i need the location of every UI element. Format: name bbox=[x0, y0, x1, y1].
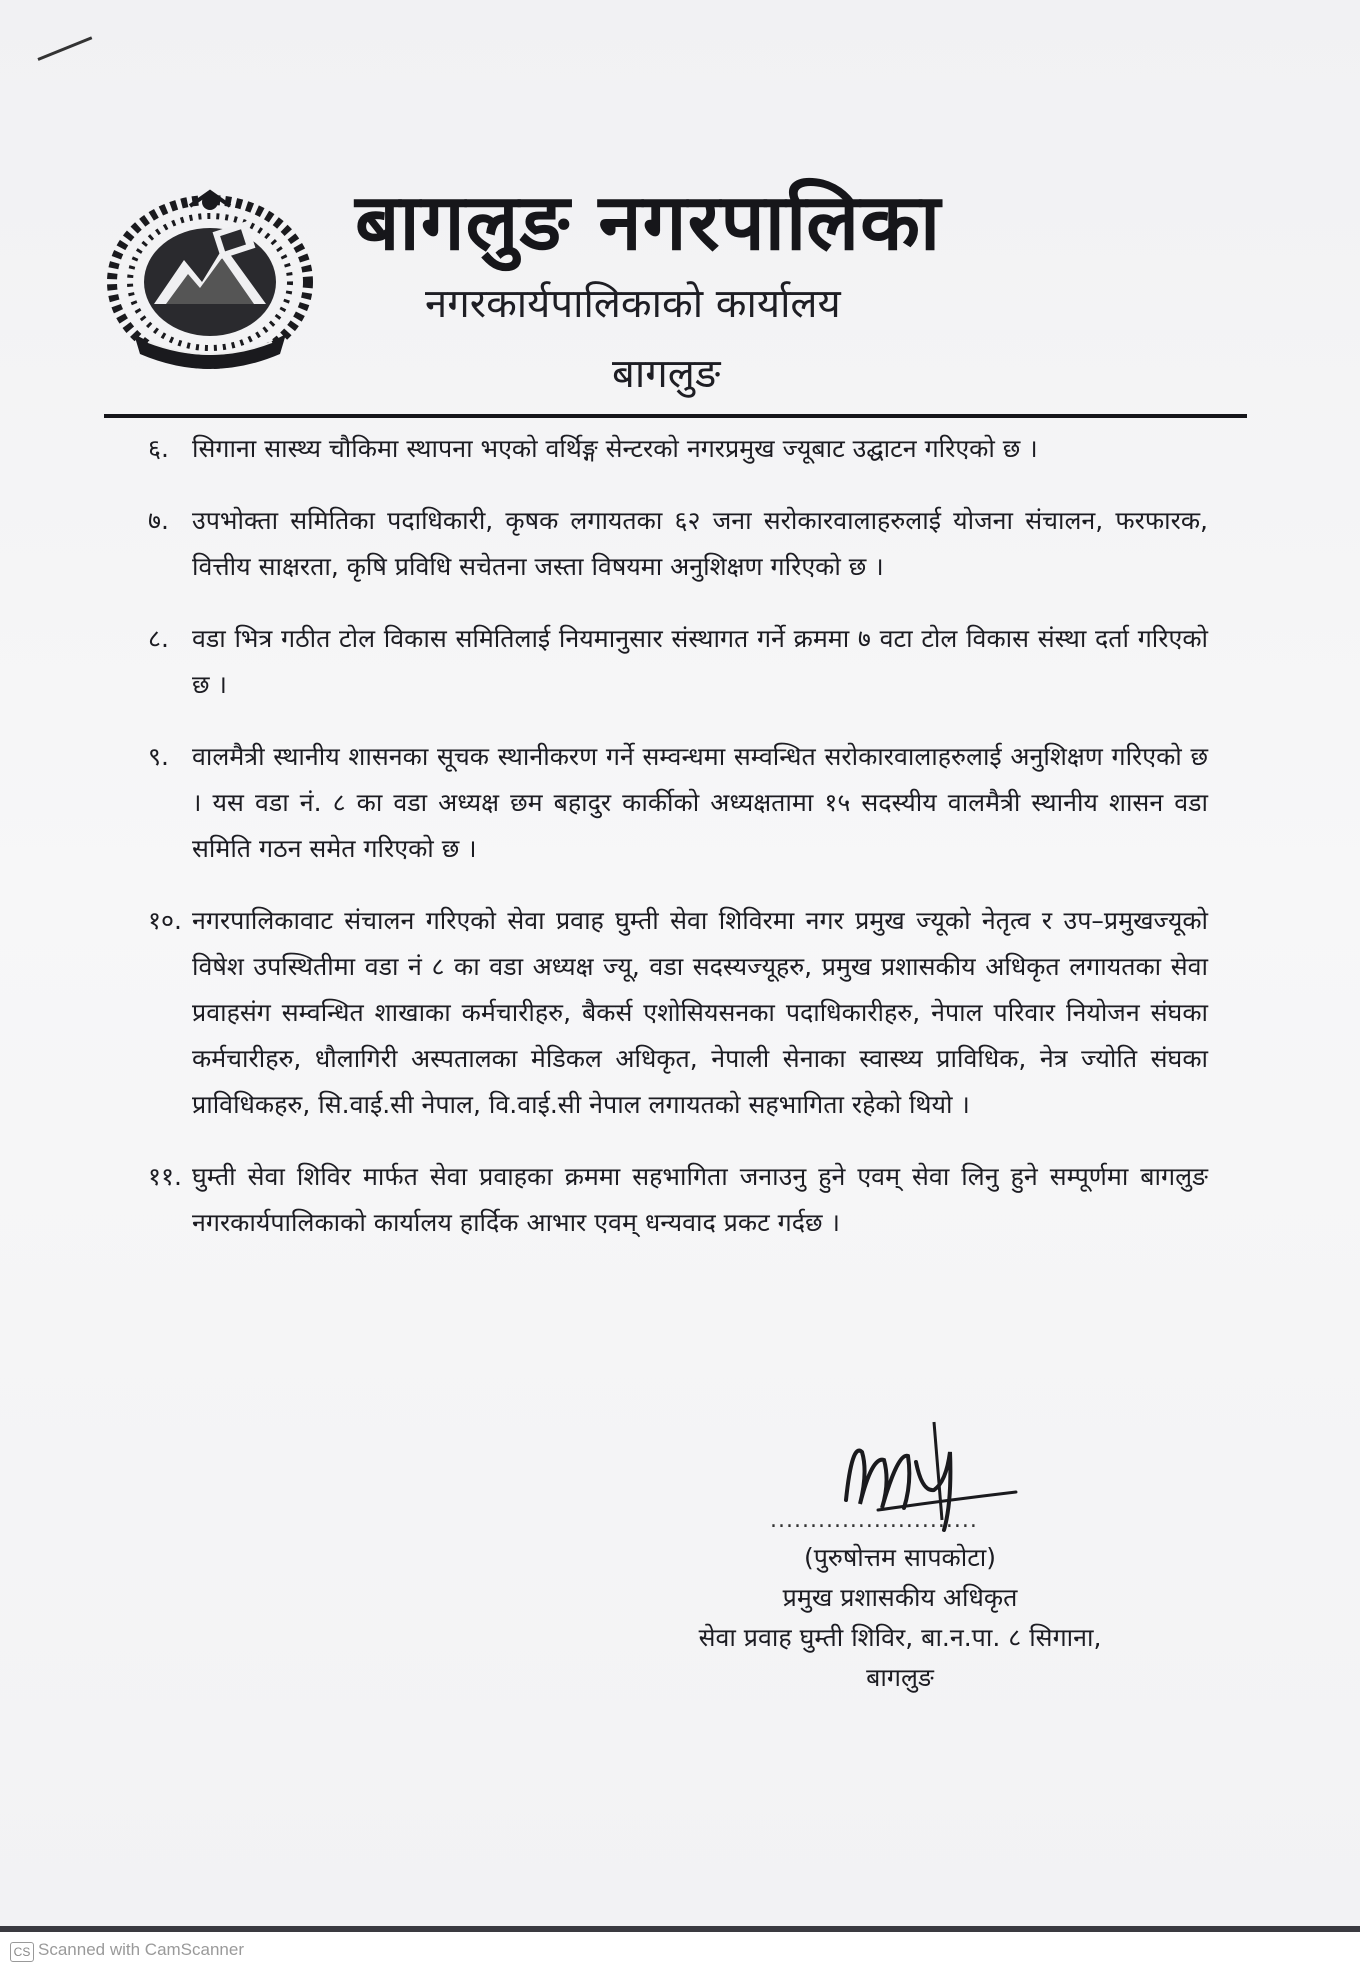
municipality-title: बागलुङ नगरपालिका bbox=[355, 177, 942, 268]
office-place: बागलुङ bbox=[612, 351, 721, 397]
item-number: ७. bbox=[148, 506, 169, 535]
report-items-list bbox=[148, 426, 1208, 1272]
signatory-event: सेवा प्रवाह घुम्ती शिविर, बा.न.पा. ८ सिगाना, bbox=[698, 1623, 1102, 1652]
item-number: ८. bbox=[148, 624, 169, 653]
scanner-watermark-text: Scanned with CamScanner bbox=[38, 1940, 245, 1959]
camscanner-logo-icon: CS bbox=[10, 1942, 34, 1962]
item-text: नगरपालिकावाट संचालन गरिएको सेवा प्रवाह घुम्ती सेवा शिविरमा नगर प्रमुख ज्यूको नेतृत्व र उप–प्रमुखज्यूको विषेश उपस्थितीमा वडा नं ८ का वडा अध्यक्ष ज्यू, वडा सदस्यज्यूहरु, प्रमुख प्रशासकीय अधिकृत लगायतका सेवा प्रवाहसंग सम्वन्धित शाखाका कर्मचारीहरु, बैकर्स एशोसियसनका पदाधिकारीहरु, नेपाल परिवार नियोजन संघका कर्मचारीहरु, धौलागिरी अस्पतालका मेडिकल अधिकृत, नेपाली सेनाका स्वास्थ्य प्राविधिक, नेत्र ज्योति संघका प्राविधिकहरु, सि.वाई.सी नेपाल, वि.वाई.सी नेपाल लगायतको सहभागिता रहेको थियो । bbox=[192, 906, 1208, 1119]
signatory-block bbox=[600, 1538, 1200, 1698]
report-item bbox=[148, 898, 1208, 1128]
item-text: वडा भित्र गठीत टोल विकास समितिलाई नियमानुसार संस्थागत गर्ने क्रममा ७ वटा टोल विकास संस्था दर्ता गरिएको छ । bbox=[192, 624, 1208, 699]
item-number: ११. bbox=[148, 1162, 182, 1191]
scan-pen-mark bbox=[37, 36, 92, 61]
office-subtitle: नगरकार्यपालिकाको कार्यालय bbox=[425, 281, 841, 327]
signatory-name: (पुरुषोत्तम सापकोटा) bbox=[803, 1543, 997, 1572]
item-text: सिगाना सास्थ्य चौकिमा स्थापना भएको वर्थिङ्ग सेन्टरको नगरप्रमुख ज्यूबाट उद्घाटन गरिएको छ । bbox=[192, 434, 1038, 463]
item-text: घुम्ती सेवा शिविर मार्फत सेवा प्रवाहका क्रममा सहभागिता जनाउनु हुने एवम् सेवा लिनु हुने सम्पूर्णमा बागलुङ नगरकार्यपालिकाको कार्यालय हार्दिक आभार एवम् धन्यवाद प्रकट गर्दछ । bbox=[192, 1162, 1208, 1237]
report-item bbox=[148, 734, 1208, 872]
item-number: ६. bbox=[148, 434, 169, 463]
item-number: ९. bbox=[148, 742, 169, 771]
report-item bbox=[148, 616, 1208, 708]
item-text: उपभोक्ता समितिका पदाधिकारी, कृषक लगायतका ६२ जना सरोकारवालाहरुलाई योजना संचालन, फरफारक, वित्तीय साक्षरता, कृषि प्रविधि सचेतना जस्ता विषयमा अनुशिक्षण गरिएको छ । bbox=[192, 506, 1208, 581]
signatory-location: बागलुङ bbox=[866, 1663, 934, 1692]
signature-dotted-line: .......................... bbox=[770, 1508, 978, 1533]
report-item bbox=[148, 426, 1208, 472]
item-number: १०. bbox=[148, 906, 182, 935]
header-divider bbox=[104, 414, 1247, 418]
report-item bbox=[148, 1154, 1208, 1246]
report-item bbox=[148, 498, 1208, 590]
nepal-government-emblem-icon bbox=[104, 186, 316, 370]
signatory-designation: प्रमुख प्रशासकीय अधिकृत bbox=[782, 1583, 1018, 1612]
item-text: वालमैत्री स्थानीय शासनका सूचक स्थानीकरण गर्ने सम्वन्धमा सम्वन्धित सरोकारवालाहरुलाई अनुशिक्षण गरिएको छ । यस वडा नं. ८ का वडा अध्यक्ष छम बहादुर कार्कीको अध्यक्षतामा १५ सदस्यीय वालमैत्री स्थानीय शासन वडा समिति गठन समेत गरिएको छ । bbox=[192, 742, 1208, 863]
